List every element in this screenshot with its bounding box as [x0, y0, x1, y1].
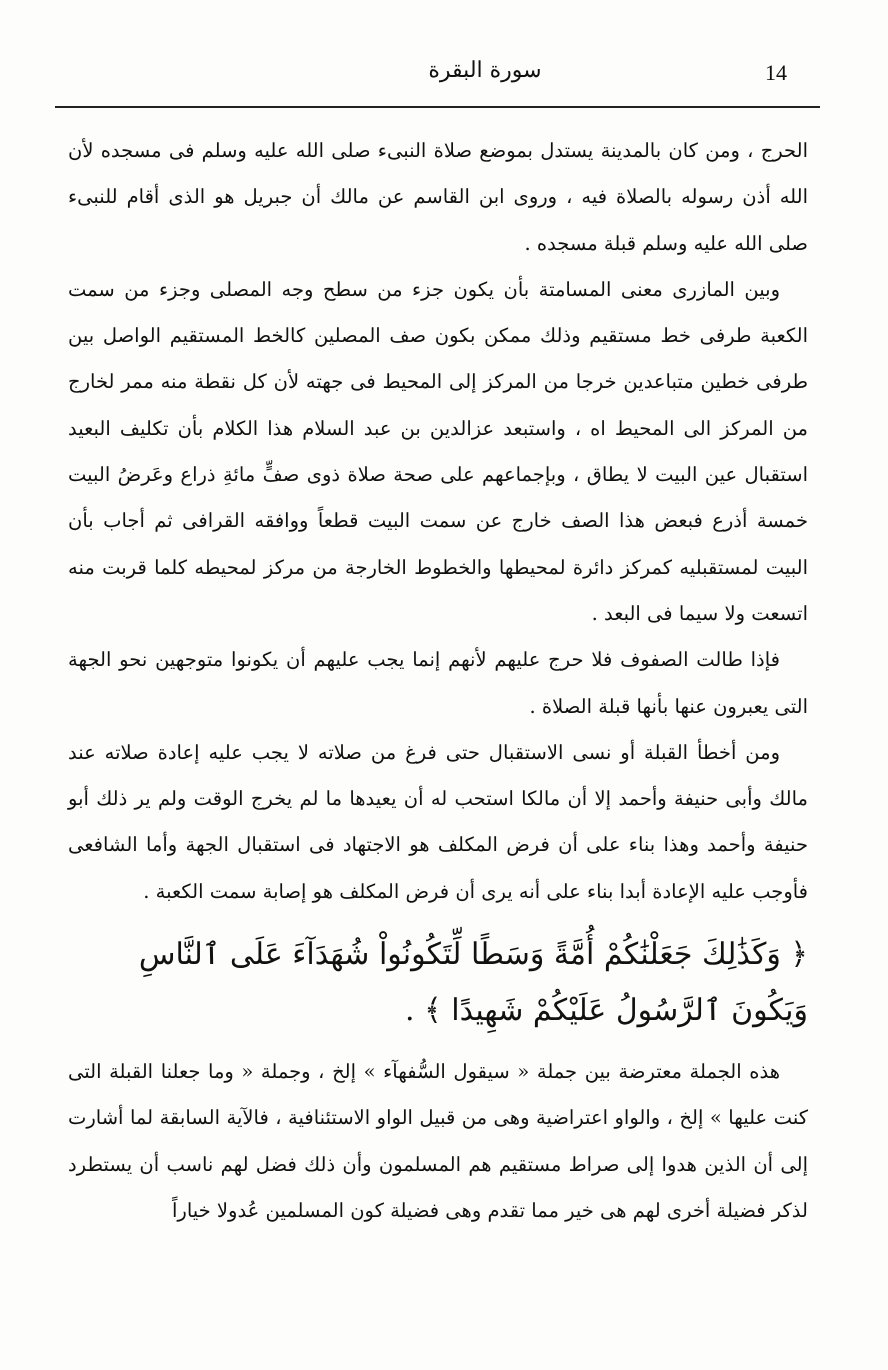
paragraph-4: ومن أخطأ القبلة أو نسى الاستقبال حتى فرغ من صلاته لا يجب عليه إعادة صلاته عند مالك وأبى حنيفة وأحمد إلا أن مالكا استحب له أن يعيدها ما لم يخرج الوقت ولم ير ذلك أبو حنيفة وأحمد وهذا بناء على أن فرض المكلف هو الاجتهاد فى استقبال الجهة وأما الشافعى فأوجب عليه الإعادة أبدا بناء على أنه يرى أن فرض المكلف هو إصابة سمت الكعبة . [68, 740, 808, 903]
running-title: سورة البقرة [428, 58, 542, 83]
paragraph-3: فإذا طالت الصفوف فلا حرج عليهم لأنهم إنما يجب عليهم أن يكونوا متوجهين نحو الجهة التى يعبرون عنها بأنها قبلة الصلاة . [68, 648, 808, 718]
paragraph-2: وبين المازرى معنى المسامتة بأن يكون جزء من سطح وجه المصلى وجزء من سمت الكعبة طرفى خط مستقيم وذلك ممكن بكون صف المصلين كالخط المستقيم الواصل بين طرفى خطين متباعدين خرجا من المركز إلى المحيط فى جهته لأن كل نقطة منه ممر لخارج من المركز الى المحيط اه ، واستبعد عزالدين بن عبد السلام هذا الكلام بأن تكليف البعيد استقبال عين البيت لا يطاق ، وبإجماعهم على صحة صلاة ذوى صفٍّ مائةِ ذراع وعَرضُ البيت خمسة أذرع فبعض هذا الصف خارج عن سمت البيت قطعاً ووافقه القرافى ثم أجاب بأن البيت لمستقبليه كمركز دائرة لمحيطها والخطوط الخارجة من مركز لمحيطه كلما قربت منه اتسعت ولا سيما فى البعد . [68, 277, 808, 625]
quran-verse: ﴿ وَكَذَٰلِكَ جَعَلْنَٰكُمْ أُمَّةً وَسَطًا لِّتَكُونُواْ شُهَدَآءَ عَلَى ٱلنَّاسِ وَيَكُونَ ٱلرَّسُولُ عَلَيْكُمْ شَهِيدًا ﴾ . [138, 937, 808, 1029]
header-divider [55, 106, 820, 108]
page-number: 14 [765, 60, 787, 85]
page-body [68, 128, 808, 1234]
paragraph-1: الحرج ، ومن كان بالمدينة يستدل بموضع صلاة النبىء صلى الله عليه وسلم فى مسجده لأن الله أذن رسوله بالصلاة فيه ، وروى ابن القاسم عن مالك أن جبريل هو الذى أقام للنبىء صلى الله عليه وسلم قبلة مسجده . [68, 139, 808, 255]
page-header [55, 58, 820, 108]
paragraph-5: هذه الجملة معترضة بين جملة « سيقول السُّفهآء » إلخ ، وجملة « وما جعلنا القبلة التى كنت عليها » إلخ ، والواو اعتراضية وهى من قبيل الواو الاستئنافية ، فالآية السابقة لما أشارت إلى أن الذين هدوا إلى صراط مستقيم هم المسلمون وأن ذلك فضل لهم ناسب أن يستطرد لذكر فضيلة أخرى لهم هى خير مما تقدم وهى فضيلة كون المسلمين عُدولا خياراً [68, 1060, 808, 1222]
